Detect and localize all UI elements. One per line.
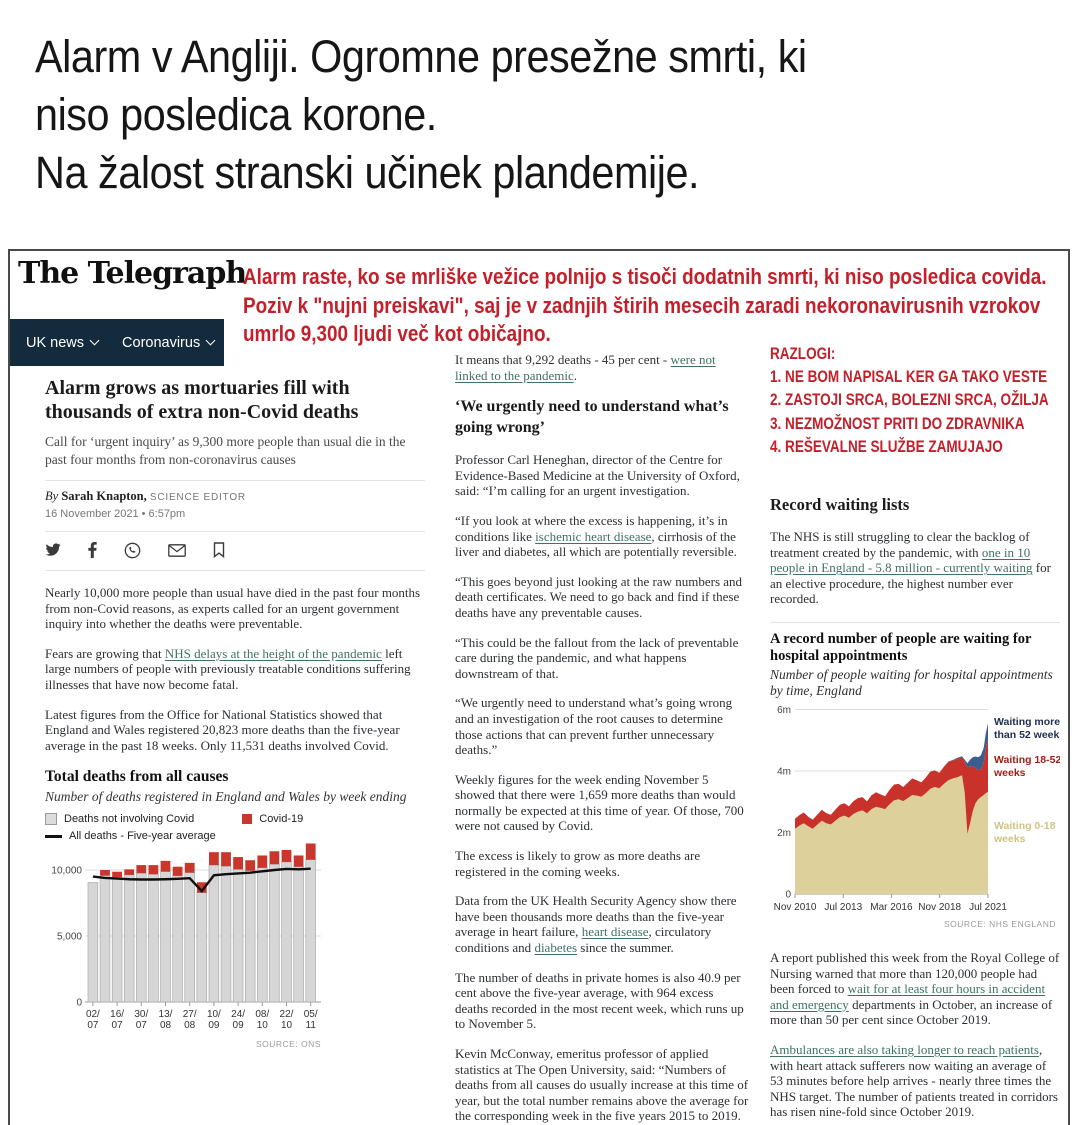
svg-text:Nov 2010: Nov 2010 [773, 901, 817, 913]
svg-text:10,000: 10,000 [51, 865, 82, 877]
article-paragraph [45, 707, 425, 754]
article-paragraph [45, 585, 425, 632]
chevron-down-icon [206, 336, 216, 346]
facebook-icon[interactable] [88, 542, 97, 558]
article-paragraph [455, 635, 749, 682]
svg-text:weeks: weeks [994, 766, 1026, 779]
black-line-swatch-icon [45, 835, 62, 838]
svg-text:08/: 08/ [255, 1009, 270, 1021]
annotation-line: Poziv k "nujni preiskavi", saj je v zadnjih štirih mesecih zaradi nekoronavirusnih vzrokov [243, 292, 1041, 318]
text-link[interactable]: ischemic heart disease [535, 528, 652, 544]
legend-noncovid [45, 813, 194, 825]
svg-text:13/: 13/ [158, 1009, 173, 1021]
text-run: , cirrhosis of the liver and diabetes, all which are potentially reversible. [455, 528, 737, 560]
svg-text:02/: 02/ [85, 1009, 100, 1021]
article-paragraph [770, 950, 1060, 1028]
waiting-chart-subtitle: Number of people waiting for hospital appointments by time, England [770, 666, 1053, 698]
article-paragraph [770, 529, 1060, 607]
razlogi-item: 2. ZASTOJI SRCA, BOLEZNI SRCA, OŽILJA [770, 391, 1049, 410]
waiting-area-chart [770, 703, 1060, 931]
bookmark-icon[interactable] [213, 542, 225, 558]
svg-text:SOURCE: NHS ENGLAND: SOURCE: NHS ENGLAND [944, 918, 1056, 929]
telegraph-screenshot-frame [8, 249, 1070, 1125]
article-headline: Alarm grows as mortuaries fill with thousands of extra non-Covid deaths [45, 377, 359, 423]
divider [45, 480, 425, 481]
twitter-icon[interactable] [45, 543, 61, 557]
byline-author[interactable]: Sarah Knapton, [61, 489, 147, 503]
svg-text:10/: 10/ [206, 1009, 221, 1021]
svg-text:Waiting 18-52: Waiting 18-52 [994, 753, 1060, 766]
divider [45, 570, 425, 571]
legend-average [45, 830, 216, 842]
razlogi-annotation [770, 343, 1049, 459]
deaths-chart-title: Total deaths from all causes [45, 768, 229, 786]
svg-text:Nov 2018: Nov 2018 [918, 901, 962, 913]
deaths-bar-chart [45, 842, 425, 1054]
telegraph-logo: The Telegraph [18, 256, 247, 291]
text-run: , with heart attack sufferers now waiting an average of 53 minutes before help arrives - nearly three times the NHS target. The number of patients treated in corridors has risen nine-fold since October 2019. [770, 1041, 1058, 1120]
article-body-mid [455, 352, 749, 383]
svg-text:0: 0 [76, 997, 82, 1009]
article-paragraph [455, 970, 749, 1032]
legend-covid [242, 813, 303, 825]
annotation-line: Alarm raste, ko se mrliške vežice polnijo s tisoči dodatnih smrti, ki niso posledica covida. [243, 264, 1047, 289]
svg-text:07: 07 [111, 1020, 123, 1032]
text-run: “This could be the fallout from the lack of preventable care during the pandemic, and what happens downstream of that. [455, 634, 739, 681]
svg-text:16/: 16/ [110, 1009, 125, 1021]
svg-text:07: 07 [87, 1020, 99, 1032]
text-run: Nearly 10,000 more people than usual have died in the past four months from non-Covid reasons, as experts called for an urgent government inquiry into whether the deaths were preventable. [45, 585, 421, 632]
text-link[interactable]: diabetes [534, 940, 578, 956]
svg-text:10: 10 [256, 1020, 268, 1032]
legend-label: Deaths not involving Covid [64, 813, 195, 826]
text-run: It means that 9,292 deaths - 45 per cent - [455, 352, 671, 367]
publish-date: 16 November 2021 • 6:57pm [45, 508, 186, 520]
section-heading: Record waiting lists [770, 495, 910, 515]
chevron-down-icon [90, 336, 100, 346]
svg-text:SOURCE: ONS: SOURCE: ONS [255, 1039, 321, 1050]
post-heading [35, 28, 1075, 202]
article-subheading: ‘We urgently need to understand what’s going wrong’ [455, 398, 729, 437]
deaths-chart-subtitle: Number of deaths registered in England and Wales by week ending [45, 789, 407, 805]
svg-text:30/: 30/ [134, 1009, 149, 1021]
article-body-right [770, 529, 1060, 607]
text-run: since the summer. [577, 940, 674, 956]
svg-text:07: 07 [135, 1020, 147, 1032]
razlogi-item: 1. NE BOM NAPISAL KER GA TAKO VESTE [770, 368, 1048, 387]
article-paragraph [455, 772, 749, 834]
article-body-left [45, 585, 425, 753]
text-run: Latest figures from the Office for National Statistics showed that England and Wales registered 20,823 more deaths than the five-year average in the past 18 weeks. Only 11,531 deaths involved Covid. [45, 706, 400, 753]
article-standfirst: Call for ‘urgent inquiry’ as 9,300 more people than usual die in the past four months from non-coronavirus causes [45, 434, 406, 467]
text-run: left large numbers of people with previously treatable conditions suffering illnesses that have now become fatal. [45, 645, 411, 692]
svg-text:Jul 2021: Jul 2021 [969, 901, 1007, 913]
text-run: , circulatory conditions and [455, 924, 712, 956]
article-paragraph [455, 452, 749, 499]
svg-text:5,000: 5,000 [56, 931, 82, 943]
text-run: departments in October, an increase of more than 50 per cent since October 2019. [770, 996, 1053, 1028]
razlogi-title: RAZLOGI: [770, 345, 836, 363]
article-paragraph [455, 848, 749, 879]
byline-role: SCIENCE EDITOR [149, 492, 246, 503]
text-run: Weekly figures for the week ending November 5 showed that there were 1,659 more deaths than would normally be expected at this time of year. Of those, 700 were not caused by Covid. [455, 771, 744, 834]
article-body-mid [455, 452, 749, 1124]
svg-text:05/: 05/ [303, 1009, 318, 1021]
article-paragraph [455, 574, 749, 621]
svg-text:08: 08 [184, 1020, 196, 1032]
article-middle-column [455, 352, 749, 1124]
svg-text:08: 08 [159, 1020, 172, 1032]
svg-text:6m: 6m [777, 704, 791, 716]
divider [45, 531, 425, 532]
text-link[interactable]: wait for at least four hours in accident and emergency [770, 981, 1046, 1012]
svg-text:Jul 2013: Jul 2013 [824, 901, 863, 913]
text-run: Professor Carl Heneghan, director of the Centre for Evidence-Based Medicine at the University of Oxford, said: “I’m calling for an urgent investigation. [455, 452, 740, 499]
whatsapp-icon[interactable] [124, 542, 141, 559]
post-heading-line: Alarm v Angliji. Ogromne presežne smrti, ki [35, 31, 807, 82]
svg-text:11: 11 [305, 1020, 316, 1032]
article-paragraph [455, 893, 749, 955]
waiting-chart-title: A record number of people are waiting for hospital appointments [770, 630, 1032, 664]
nav-uk-news[interactable] [26, 335, 98, 351]
text-run: . [573, 367, 578, 383]
text-link[interactable]: Ambulances are also taking longer to reach patients [770, 1041, 1039, 1057]
svg-text:10: 10 [280, 1020, 293, 1032]
red-annotation-overlay [243, 263, 1070, 349]
text-link[interactable]: NHS delays at the height of the pandemic [164, 645, 382, 661]
text-run: The NHS is still struggling to clear the backlog of treatment created by the pandemic, with [770, 529, 1030, 560]
article-paragraph [455, 695, 749, 757]
text-run: The excess is likely to grow as more deaths are registered in the coming weeks. [455, 848, 701, 879]
post-heading-line: Na žalost stranski učinek plandemije. [35, 147, 700, 198]
svg-text:4m: 4m [777, 766, 791, 778]
text-run: for an elective procedure, the highest number ever recorded. [770, 560, 1051, 607]
svg-text:than 52 weeks: than 52 weeks [994, 728, 1060, 741]
article-paragraph [770, 1042, 1060, 1120]
svg-text:09: 09 [232, 1020, 244, 1032]
article-right-column [770, 343, 1060, 1120]
post-heading-line: niso posledica korone. [35, 89, 437, 140]
deaths-chart-legend [45, 813, 425, 842]
nav-coronavirus[interactable] [122, 335, 214, 351]
text-run: Fears are growing that [45, 645, 165, 661]
red-swatch-icon [242, 814, 252, 824]
share-toolbar [45, 541, 425, 559]
article-left-column [45, 377, 425, 1059]
divider [770, 622, 1060, 623]
svg-text:24/: 24/ [231, 1009, 246, 1021]
svg-text:27/: 27/ [182, 1009, 197, 1021]
email-icon[interactable] [168, 544, 186, 557]
razlogi-item: 3. NEZMOŽNOST PRITI DO ZDRAVNIKA [770, 414, 1025, 433]
text-run: “We urgently need to understand what’s going wrong and an investigation of the root causes to determine those actions that can prevent further unnecessary deaths.” [455, 695, 733, 758]
svg-text:weeks: weeks [994, 832, 1026, 845]
legend-label: Covid-19 [259, 813, 304, 826]
text-run: The number of deaths in private homes is also 40.9 per cent above the five-year average, with 964 excess deaths recorded in the most recent week, which runs up to November 5. [455, 969, 744, 1032]
text-run: Data from the UK Health Security Agency show there have been thousands more deaths than the five-year average in heart failure, [455, 893, 737, 940]
text-link[interactable]: heart disease [581, 924, 649, 940]
legend-label: All deaths - Five-year average [69, 830, 216, 843]
svg-text:0: 0 [785, 889, 791, 901]
svg-text:22/: 22/ [279, 1009, 294, 1021]
text-run: “If you look at where the excess is happening, it’s in conditions like [455, 512, 728, 544]
text-run: “This goes beyond just looking at the raw numbers and death certificates. We need to go back and find if these deaths have any preventable causes. [455, 573, 743, 620]
nav-coronavirus-label: Coronavirus [122, 334, 201, 351]
gray-swatch-icon [45, 813, 57, 825]
svg-text:Mar 2016: Mar 2016 [870, 901, 913, 913]
site-navbar [10, 319, 224, 366]
text-link[interactable]: one in 10 people in England - 5.8 million - currently waiting [770, 544, 1033, 576]
byline [45, 489, 425, 504]
nav-uk-news-label: UK news [26, 334, 85, 351]
svg-text:Waiting more: Waiting more [994, 715, 1060, 728]
svg-text:2m: 2m [777, 827, 791, 839]
article-paragraph [455, 352, 749, 383]
annotation-line: umrlo 9,300 ljudi več kot običajno. [243, 321, 551, 346]
text-link[interactable]: were not linked to the pandemic [455, 352, 716, 383]
article-paragraph [455, 513, 749, 560]
razlogi-item: 4. REŠEVALNE SLUŽBE ZAMUJAJO [770, 437, 1003, 456]
text-run: A report published this week from the Royal College of Nursing warned that more than 120,000 people had been forced to [770, 949, 1060, 997]
byline-by: By [45, 489, 59, 503]
article-body-right [770, 950, 1060, 1120]
article-paragraph [455, 1046, 749, 1124]
article-paragraph [45, 646, 425, 693]
text-run: Kevin McConway, emeritus professor of applied statistics at The Open University, said: “Numbers of deaths from all causes do usually increase at this time of year, but the total number remains above the average for the corresponding week in the five years 2015 to 2019. [455, 1046, 749, 1124]
svg-text:09: 09 [208, 1020, 220, 1032]
svg-text:Waiting 0-18: Waiting 0-18 [994, 819, 1056, 832]
